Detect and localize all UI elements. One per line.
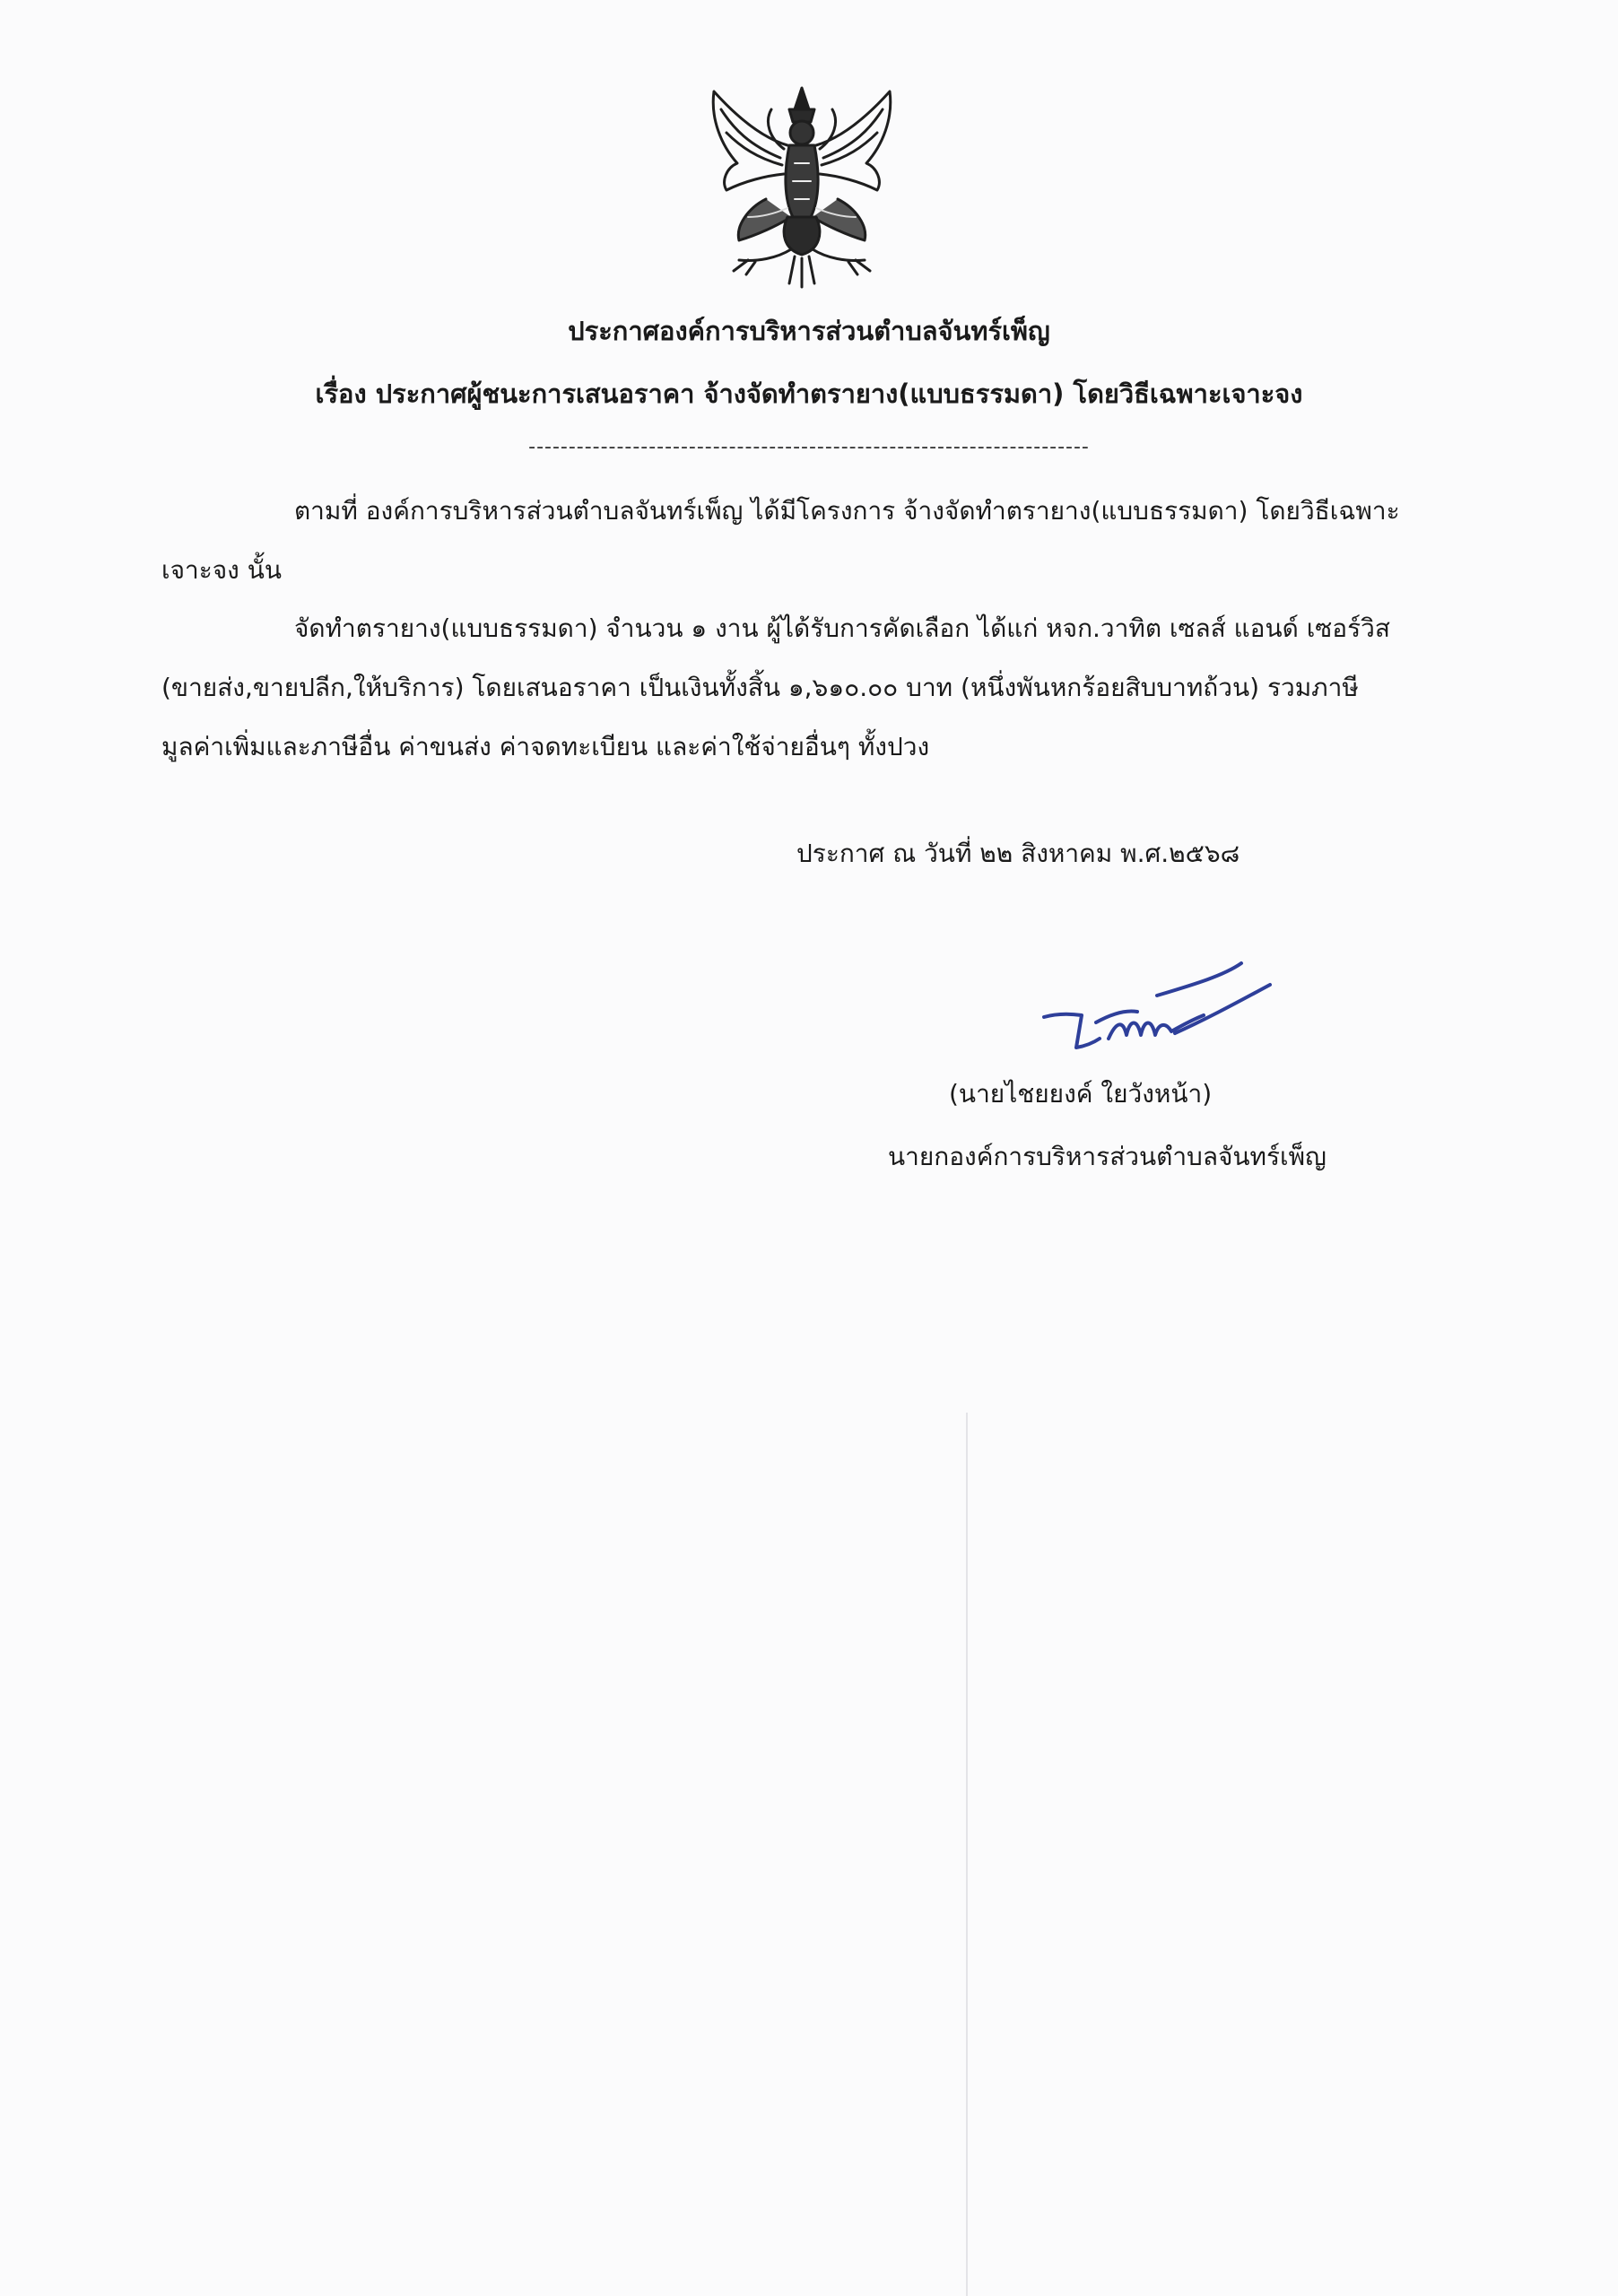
paragraph-2-line-2: (ขายส่ง,ขายปลีก,ให้บริการ) โดยเสนอราคา เป็นเงินทั้งสิ้น ๑,๖๑๐.๐๐ บาท (หนึ่งพันหกร้อยสิบบาทถ้วน) รวมภาษี — [161, 673, 1359, 702]
paragraph-1-line-1: ตามที่ องค์การบริหารส่วนตำบลจันทร์เพ็ญ ได้มีโครงการ จ้างจัดทำตรายาง(แบบธรรมดา) โดยวิธีเฉพาะ — [294, 496, 1400, 526]
announcement-title: ประกาศองค์การบริหารส่วนตำบลจันทร์เพ็ญ — [568, 316, 1050, 346]
announcement-subject: เรื่อง ประกาศผู้ชนะการเสนอราคา จ้างจัดทำตรายาง(แบบธรรมดา) โดยวิธีเฉพาะเจาะจง — [315, 378, 1303, 409]
garuda-emblem-icon — [694, 83, 909, 291]
scan-fold-line — [966, 1413, 968, 2296]
handwritten-signature-icon — [1040, 960, 1274, 1058]
announcement-date: ประกาศ ณ วันที่ ๒๒ สิงหาคม พ.ศ.๒๕๖๘ — [796, 839, 1240, 868]
paragraph-1-line-2: เจาะจง นั้น — [161, 555, 282, 585]
signatory-name: (นายไชยยงค์ ใยวังหน้า) — [949, 1079, 1213, 1109]
signatory-position: นายกองค์การบริหารส่วนตำบลจันทร์เพ็ญ — [888, 1142, 1327, 1171]
divider-line: ---------------------------------------------------------------------- — [528, 436, 1090, 458]
paragraph-2-line-3: มูลค่าเพิ่มและภาษีอื่น ค่าขนส่ง ค่าจดทะเบียน และค่าใช้จ่ายอื่นๆ ทั้งปวง — [161, 732, 930, 761]
paragraph-2-line-1: จัดทำตรายาง(แบบธรรมดา) จำนวน ๑ งาน ผู้ได้รับการคัดเลือก ได้แก่ หจก.วาทิต เซลส์ แอนด์ เซอร์วิส — [294, 613, 1390, 643]
